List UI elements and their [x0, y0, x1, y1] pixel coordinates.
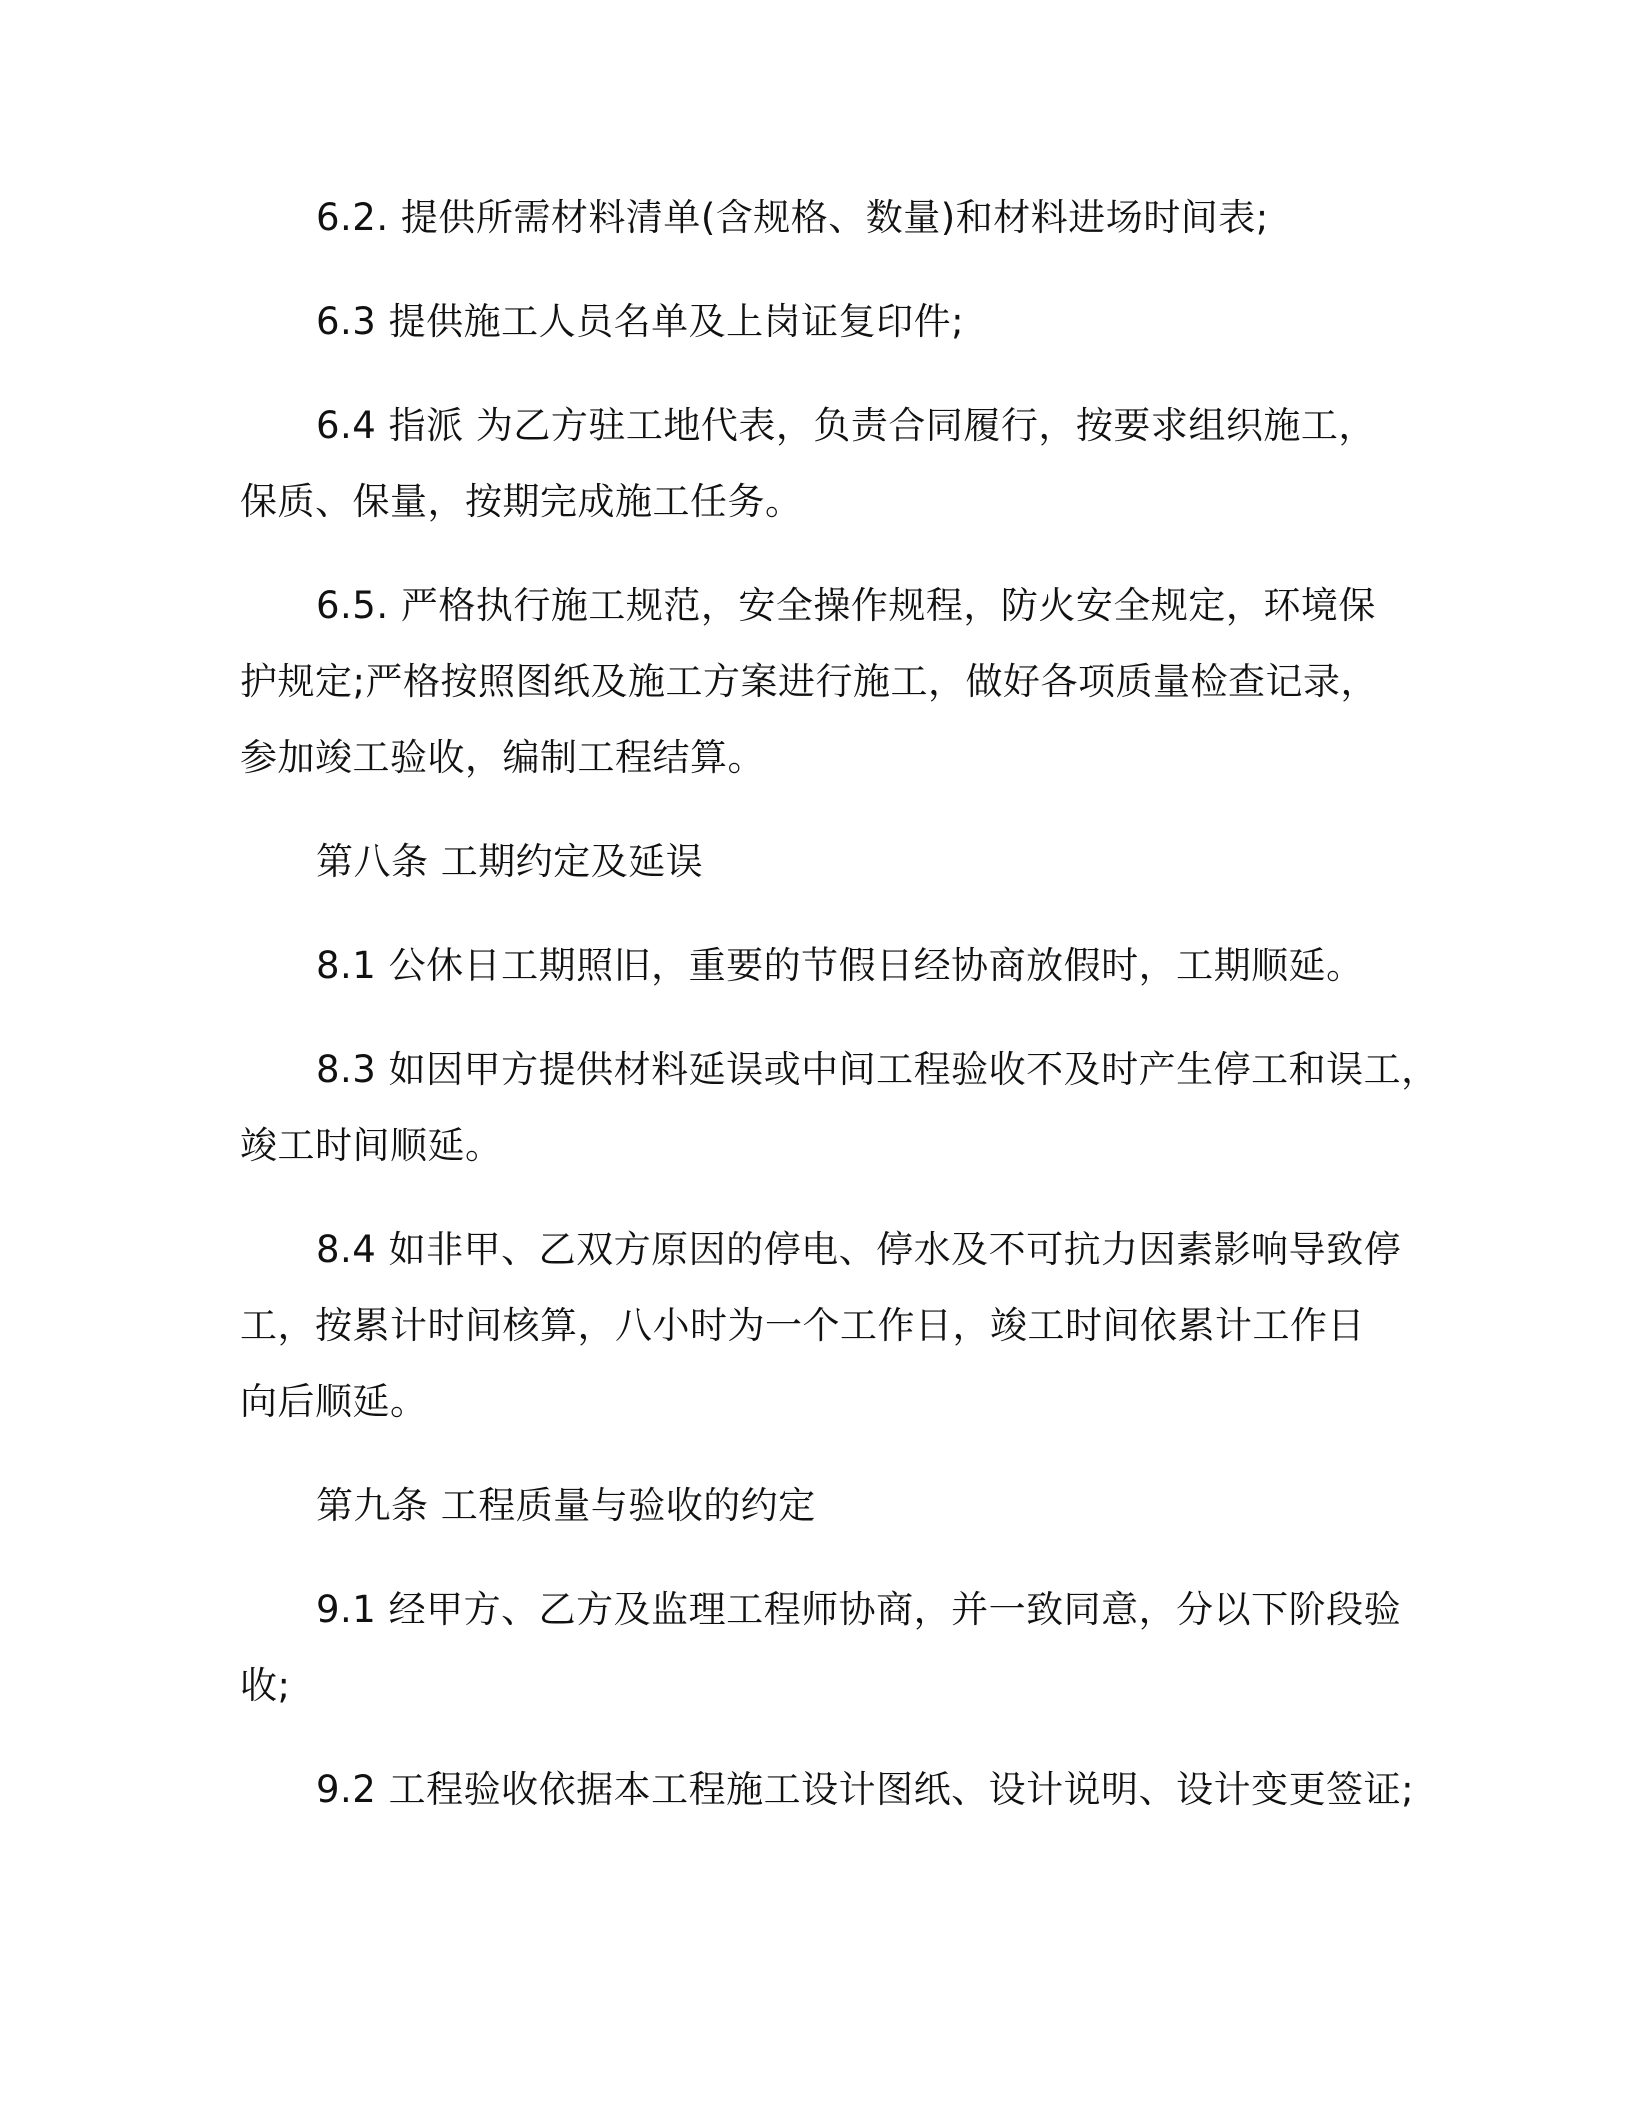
- clause-8-1: 8.1 公休日工期照旧，重要的节假日经协商放假时，工期顺延。: [316, 944, 1364, 987]
- clause-6-2: 6.2. 提供所需材料清单(含规格、数量)和材料进场时间表;: [316, 196, 1269, 239]
- clause-9-1-line-1: 9.1 经甲方、乙方及监理工程师协商，并一致同意，分以下阶段验: [316, 1588, 1402, 1631]
- article-9-heading: 第九条 工程质量与验收的约定: [316, 1484, 816, 1527]
- clause-8-3-line-1: 8.3 如因甲方提供材料延误或中间工程验收不及时产生停工和误工，: [316, 1048, 1439, 1091]
- clause-6-4-line-2: 保质、保量，按期完成施工任务。: [240, 480, 803, 523]
- clause-6-3: 6.3 提供施工人员名单及上岗证复印件;: [316, 300, 965, 343]
- clause-9-2: 9.2 工程验收依据本工程施工设计图纸、设计说明、设计变更签证;: [316, 1768, 1415, 1811]
- clause-8-4-line-2: 工，按累计时间核算，八小时为一个工作日，竣工时间依累计工作日: [240, 1304, 1365, 1347]
- clause-8-3-line-2: 竣工时间顺延。: [240, 1124, 503, 1167]
- clause-6-5-line-1: 6.5. 严格执行施工规范，安全操作规程，防火安全规定，环境保: [316, 584, 1376, 627]
- clause-6-4-line-1: 6.4 指派 为乙方驻工地代表，负责合同履行，按要求组织施工，: [316, 404, 1376, 447]
- article-8-heading: 第八条 工期约定及延误: [316, 840, 704, 883]
- clause-8-4-line-3: 向后顺延。: [240, 1380, 428, 1423]
- clause-8-4-line-1: 8.4 如非甲、乙双方原因的停电、停水及不可抗力因素影响导致停: [316, 1228, 1402, 1271]
- clause-6-5-line-3: 参加竣工验收，编制工程结算。: [240, 736, 765, 779]
- clause-6-5-line-2: 护规定;严格按照图纸及施工方案进行施工，做好各项质量检查记录，: [240, 660, 1378, 703]
- clause-9-1-line-2: 收;: [240, 1664, 291, 1707]
